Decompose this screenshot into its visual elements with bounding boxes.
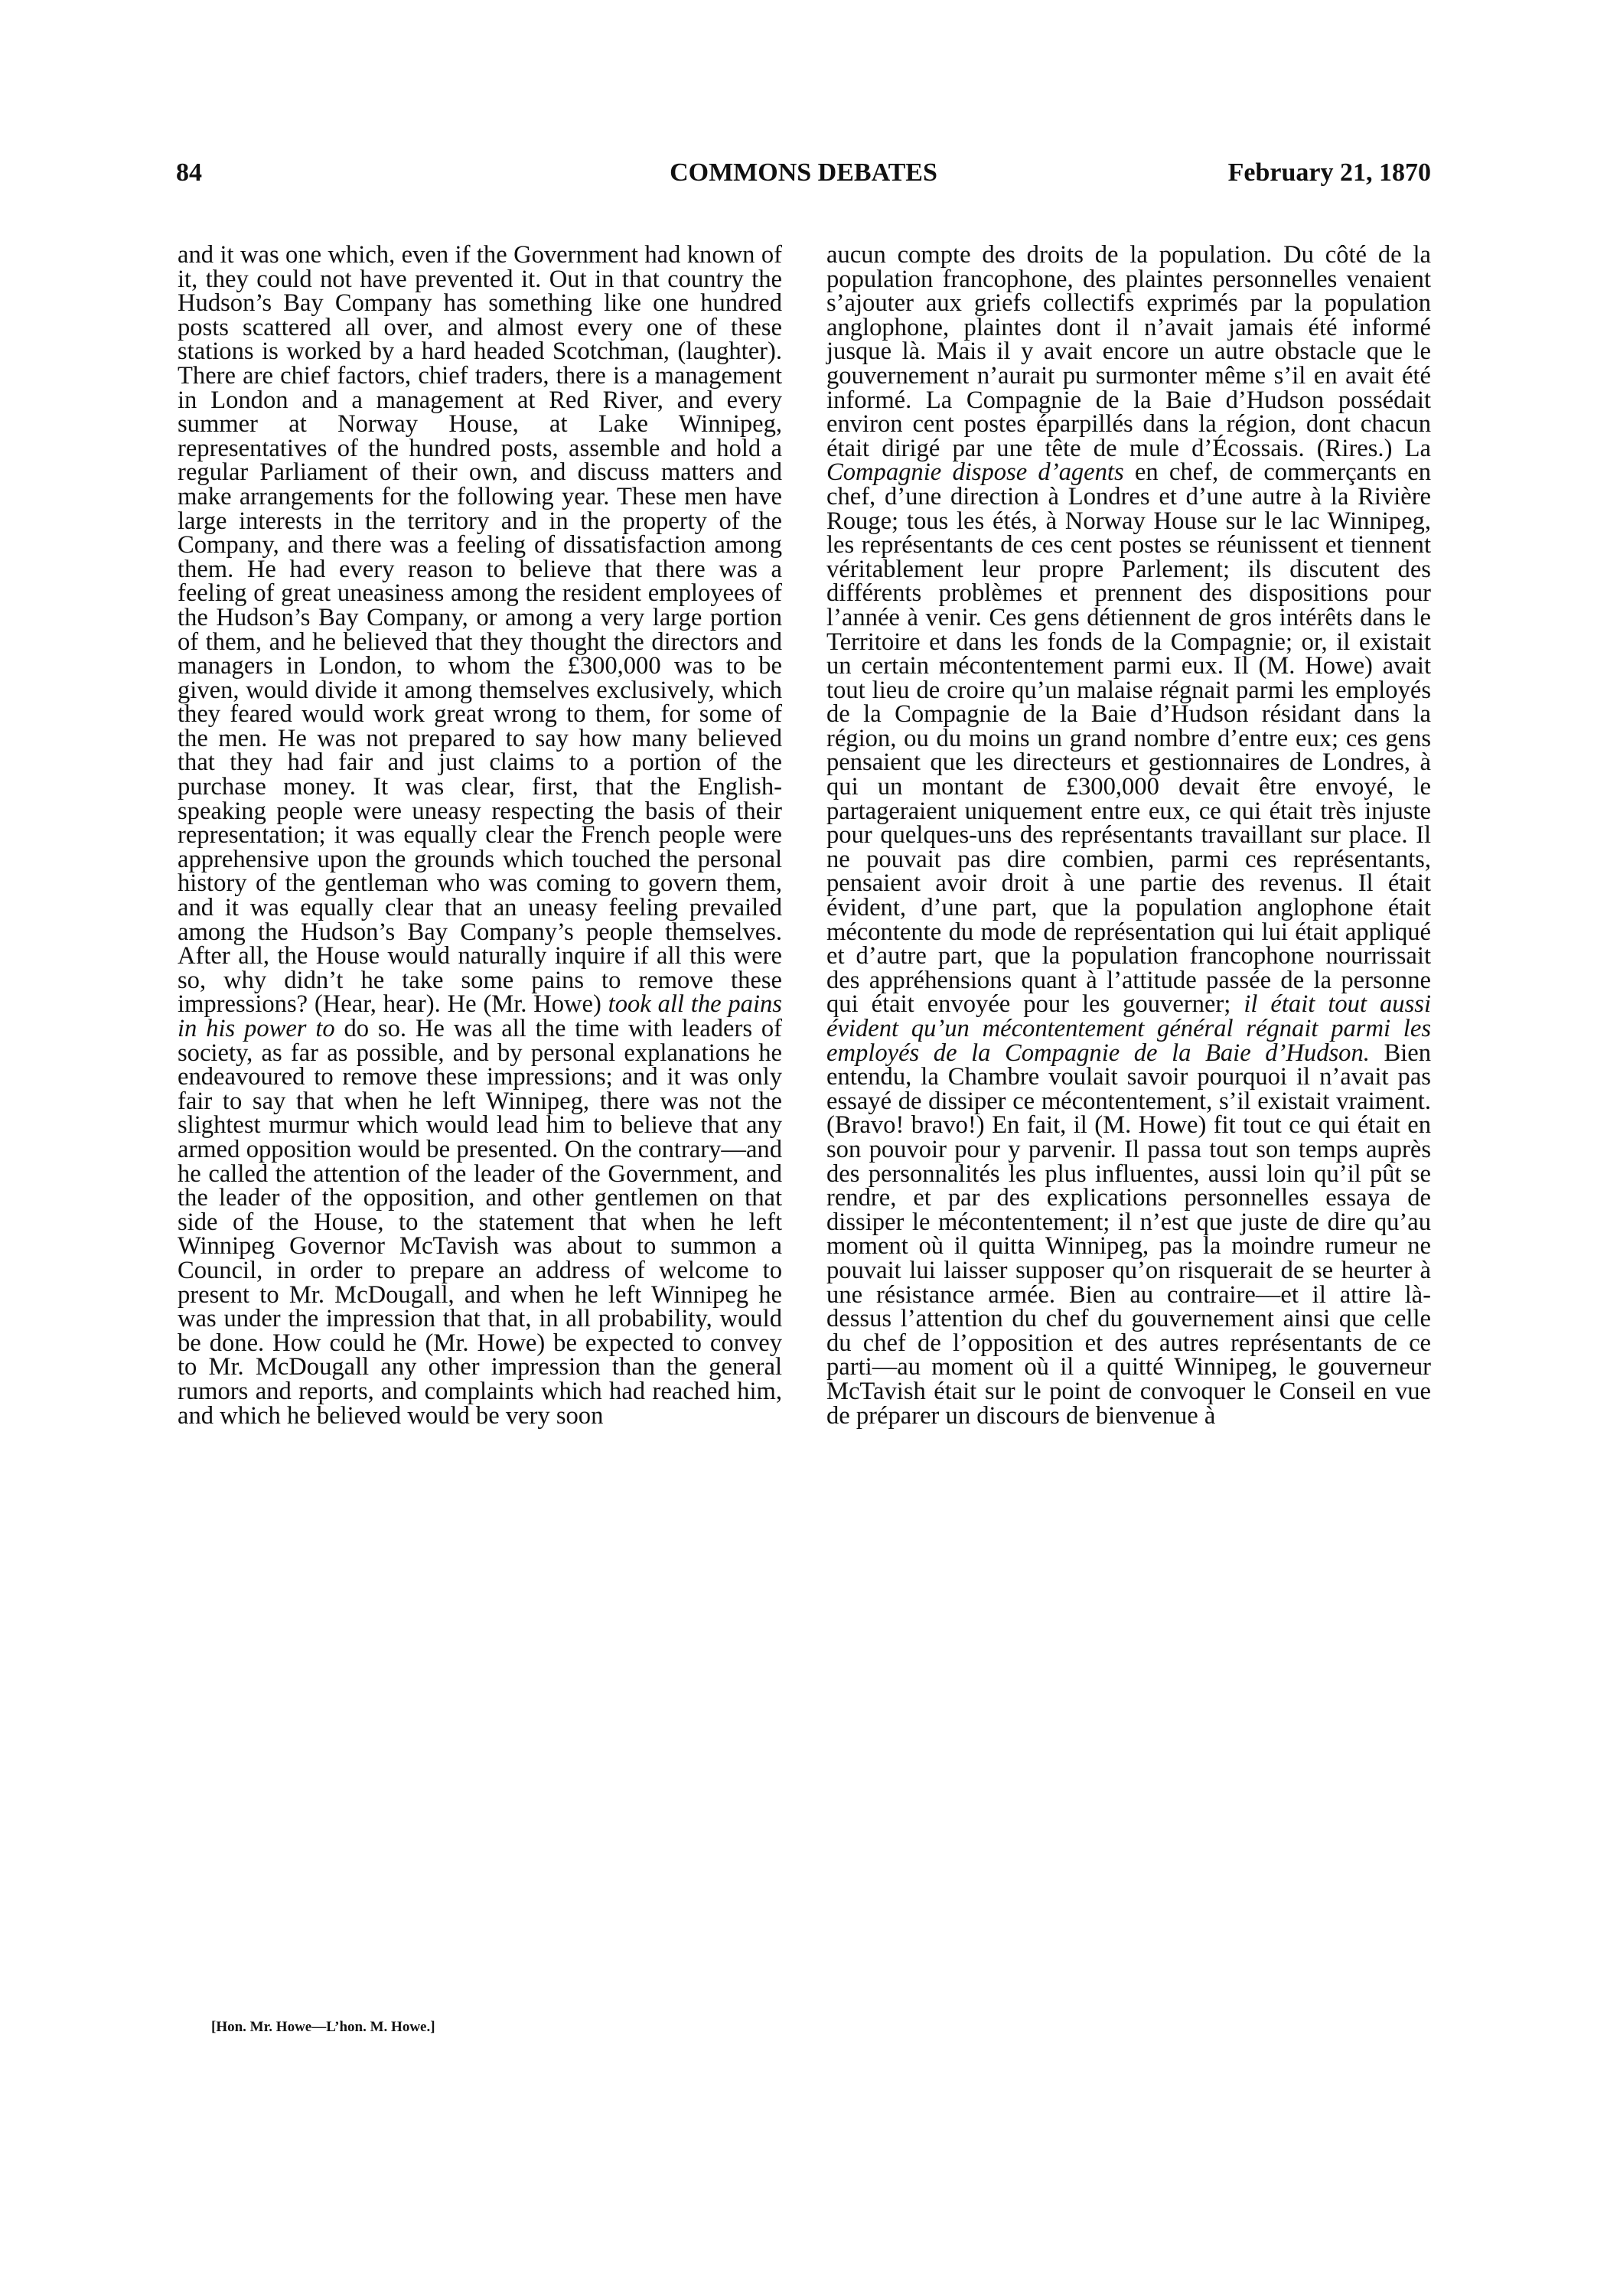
english-column — [178, 243, 782, 1428]
french-italic-phrase-2: il était tout aussi évident qu’un mécontentement général régnait parmi les employés de la Compagnie de la Baie d’Hudson. — [826, 990, 1432, 1067]
publication-title: COMMONS DEBATES — [670, 158, 937, 187]
french-italic-phrase-1: Compagnie dispose d’agents — [826, 458, 1124, 487]
page-header — [176, 158, 1431, 204]
french-text — [826, 243, 1431, 1428]
english-text — [178, 243, 782, 1428]
french-text-part-1: aucun compte des droits de la population. Du côté de la population francophone, des plaintes personnelles venaient s’ajouter aux griefs collectifs exprimés par la population anglophone, plaintes dont il n’avait jamais été informé jusque là. Mais il y avait encore un autre obstacle que le gouvernement n’aurait pu surmonter même s’il en avait été informé. La Compagnie de la Baie d’Hudson possédait environ cent postes éparpillés dans la région, dont chacun était dirigé par une tête de mule d’Écossais. (Rires.) La — [826, 241, 1431, 462]
english-text-part-1: and it was one which, even if the Government had known of it, they could not have prevented it. Out in that country the Hudson’s Bay Company has something like one hundred posts scattered all over, and almost every one of these stations is worked by a hard headed Scotchman, (laughter). There are chief factors, chief traders, there is a management in London and a management at Red River, and every summer at Norway House, at Lake Winnipeg, representatives of the hundred posts, assemble and hold a regular Parliament of their own, and discuss matters and make arrangements for the following year. These men have large interests in the territory and in the property of the Company, and there was a feeling of dissatisfaction among them. He had every reason to believe that there was a feeling of great uneasiness among the resident employees of the Hudson’s Bay Company, or among a very large portion of them, and he believed that they thought the directors and managers in London, to whom the £300,000 was to be given, would divide it among themselves exclusively, which they feared would work great wrong to them, for some of the men. He was not prepared to say how many believed that they had fair and just claims to a portion of the purchase money. It was clear, first, that the English-speaking people were uneasy respecting the basis of their representation; it was equally clear the French people were apprehensive upon the grounds which touched the personal history of the gentleman who was coming to govern them, and it was equally clear that an uneasy feeling prevailed among the Hudson’s Bay Company’s people themselves. After all, the House would naturally inquire if all this were so, why didn’t he take some pains to remove these impressions? (Hear, hear). He (Mr. Howe) — [178, 241, 782, 1019]
english-text-part-2: do so. He was all the time with leaders of society, as far as possible, and by personal explanations he endeavoured to remove these impressions; and it was only fair to say that when he left Winnipeg, there was not the slightest murmur which would lead him to believe that any armed opposition would be presented. On the contrary—and he called the attention of the leader of the Government, and the leader of the opposition, and other gentlemen on that side of the House, to the statement that when he left Winnipeg Governor McTavish was about to summon a Council, in order to prepare an address of welcome to present to Mr. McDougall, and when he left Winnipeg he was under the impression that that, in all probability, would be done. How could he (Mr. Howe) be expected to convey to Mr. McDougall any other impression than the general rumors and reports, and complaints which had reached him, and which he believed would be very soon — [178, 1015, 782, 1430]
page-date: February 21, 1870 — [1227, 158, 1431, 187]
french-text-part-2: en chef, de commerçants en chef, d’une direction à Londres et d’une autre à la Rivière Rouge; tous les étés, à Norway House sur le lac Winnipeg, les représentants de ces cent postes se réunissent et tiennent véritablement leur propre Parlement; ils discutent des différents problèmes et prennent des dispositions pour l’année à venir. Ces gens détiennent de gros intérêts dans le Territoire et dans les fonds de la Compagnie; or, il existait un certain mécontentement parmi eux. Il (M. Howe) avait tout lieu de croire qu’un malaise régnait parmi les employés de la Compagnie de la Baie d’Hudson résidant dans la région, ou du moins un grand nombre d’entre eux; ces gens pensaient que les directeurs et gestionnaires de Londres, à qui un montant de £300,000 devait être envoyé, le partageraient uniquement entre eux, ce qui était très injuste pour quelques-uns des représentants travaillant sur place. Il ne pouvait pas dire combien, parmi ces représentants, pensaient avoir droit à une partie des revenus. Il était évident, d’une part, que la population anglophone était mécontente du mode de représentation qui lui était appliqué et d’autre part, que la population francophone nourrissait des appréhensions quant à l’attitude passée de la personne qui était envoyée pour les gouverner; — [826, 458, 1431, 1019]
speaker-footnote: [Hon. Mr. Howe—L’hon. M. Howe.] — [211, 2019, 435, 2035]
french-text-part-3: Bien entendu, la Chambre voulait savoir pourquoi il n’avait pas essayé de dissiper ce mécontentement, s’il existait vraiment. (Bravo! bravo!) En fait, il (M. Howe) fit tout ce qui était en son pouvoir pour y parvenir. Il passa tout son temps auprès des personnalités les plus influentes, aussi loin qu’il pût se rendre, et par des explications personnelles essaya de dissiper le mécontentement; il n’est que juste de dire qu’au moment où il quitta Winnipeg, pas la moindre rumeur ne pouvait lui laisser supposer qu’on risquerait de se heurter à une résistance armée. Bien au contraire—et il attire là-dessus l’attention du chef du gouvernement ainsi que celle du chef de l’opposition et des autres représentants de ce parti—au moment où il a quitté Winnipeg, le gouverneur McTavish était sur le point de convoquer le Conseil en vue de préparer un discours de bienvenue à — [826, 1039, 1431, 1430]
page-number: 84 — [176, 158, 202, 187]
english-italic-phrase: took all the pains in his power to — [178, 990, 782, 1042]
french-column — [826, 243, 1431, 1428]
